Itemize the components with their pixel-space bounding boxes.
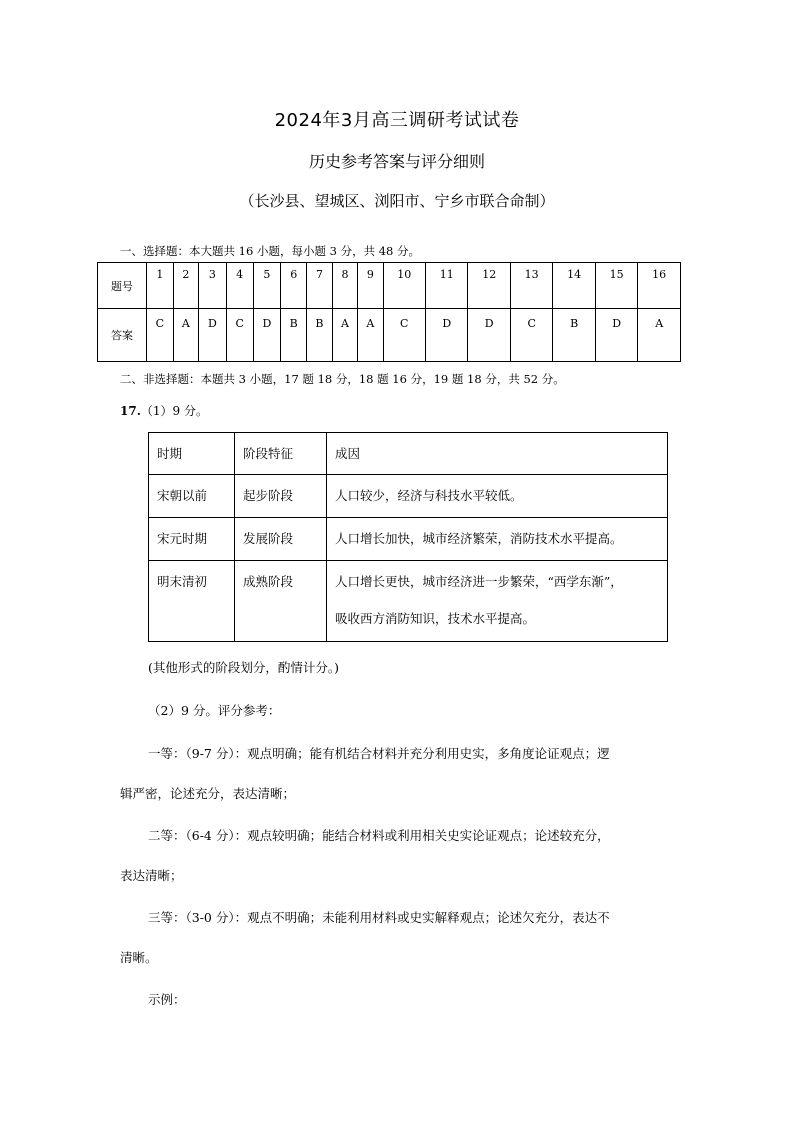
answer-row-label: 答案 <box>98 309 147 362</box>
q17-part2-heading: （2）9 分。评分参考： <box>148 703 281 718</box>
cause-cell <box>327 561 668 642</box>
stage-cell: 起步阶段 <box>235 475 327 518</box>
page-subtitle: 历史参考答案与评分细则 <box>308 152 485 171</box>
grade1-line1: 一等：（9-7 分）：观点明确；能有机结合材料并充分利用史实，多角度论证观点；逻 <box>148 746 610 761</box>
number-row <box>98 263 681 309</box>
q17-part1-heading <box>120 402 208 419</box>
table-row <box>149 561 668 642</box>
answer-cell: B <box>281 309 307 362</box>
q17-part1: （1）9 分。 <box>140 404 208 418</box>
author-note: （长沙县、望城区、浏阳市、宁乡市联合命制） <box>239 192 555 210</box>
question-number: 9 <box>358 263 383 309</box>
table-row <box>149 475 668 518</box>
question-number: 11 <box>426 263 468 309</box>
cause-line-1: 人口增长更快，城市经济进一步繁荣，“西学东渐”， <box>335 574 623 589</box>
answer-cell: D <box>199 309 227 362</box>
header-stage: 阶段特征 <box>235 433 327 475</box>
answer-table <box>97 262 681 362</box>
example-label: 示例： <box>148 992 186 1007</box>
question-number: 8 <box>332 263 357 309</box>
grade1-line2: 辑严密，论述充分，表达清晰； <box>120 786 296 801</box>
answer-cell: B <box>307 309 333 362</box>
question-number: 14 <box>553 263 595 309</box>
answer-cell: D <box>426 309 468 362</box>
cause-cell: 人口增长加快，城市经济繁荣，消防技术水平提高。 <box>327 518 668 561</box>
answer-cell: A <box>638 309 681 362</box>
question-number: 2 <box>173 263 198 309</box>
question-number: 7 <box>307 263 333 309</box>
question-number: 1 <box>147 263 174 309</box>
answer-cell: C <box>510 309 552 362</box>
q17-number: 17. <box>120 404 141 418</box>
answer-cell: A <box>358 309 383 362</box>
question-number: 13 <box>510 263 552 309</box>
grade2-line1: 二等：（6-4 分）：观点较明确；能结合材料或利用相关史实论证观点；论述较充分， <box>148 828 610 843</box>
period-cell: 宋元时期 <box>149 518 235 561</box>
number-row-label: 题号 <box>98 263 147 309</box>
answer-cell: C <box>226 309 253 362</box>
header-period: 时期 <box>149 433 235 475</box>
question-number: 16 <box>638 263 681 309</box>
question-number: 15 <box>595 263 637 309</box>
question-number: 6 <box>281 263 307 309</box>
answer-cell: C <box>147 309 174 362</box>
grade3-line2: 清晰。 <box>120 950 158 965</box>
answer-cell: D <box>468 309 510 362</box>
header-cause: 成因 <box>327 433 668 475</box>
question-number: 3 <box>199 263 227 309</box>
stage-note: (其他形式的阶段划分，酌情计分。) <box>148 660 340 675</box>
section1-heading: 一、选择题：本大题共 16 小题，每小题 3 分，共 48 分。 <box>120 244 421 258</box>
cause-line-2: 吸收西方消防知识，技术水平提高。 <box>335 611 536 626</box>
answer-cell: D <box>595 309 637 362</box>
question-number: 12 <box>468 263 510 309</box>
grade3-line1: 三等：（3-0 分）：观点不明确；未能利用材料或史实解释观点；论述欠充分，表达不 <box>148 910 610 925</box>
grade2-line2: 表达清晰； <box>120 868 183 883</box>
page-title: 2024年3月高三调研考试试卷 <box>274 110 520 131</box>
section2-heading: 二、非选择题：本题共 3 小题，17 题 18 分，18 题 16 分，19 题 18 分，共 52 分。 <box>120 372 565 386</box>
question-number: 10 <box>383 263 425 309</box>
question-number: 4 <box>226 263 253 309</box>
answer-cell: C <box>383 309 425 362</box>
answer-cell: D <box>253 309 281 362</box>
answer-row <box>98 309 681 362</box>
period-cell: 宋朝以前 <box>149 475 235 518</box>
answer-cell: A <box>332 309 357 362</box>
question-number: 5 <box>253 263 281 309</box>
answer-cell: B <box>553 309 595 362</box>
stage-cell: 成熟阶段 <box>235 561 327 642</box>
answer-cell: A <box>173 309 198 362</box>
stage-table-header <box>149 433 668 475</box>
stage-cell: 发展阶段 <box>235 518 327 561</box>
stage-table <box>148 432 668 642</box>
period-cell: 明末清初 <box>149 561 235 642</box>
cause-cell: 人口较少，经济与科技水平较低。 <box>327 475 668 518</box>
table-row <box>149 518 668 561</box>
